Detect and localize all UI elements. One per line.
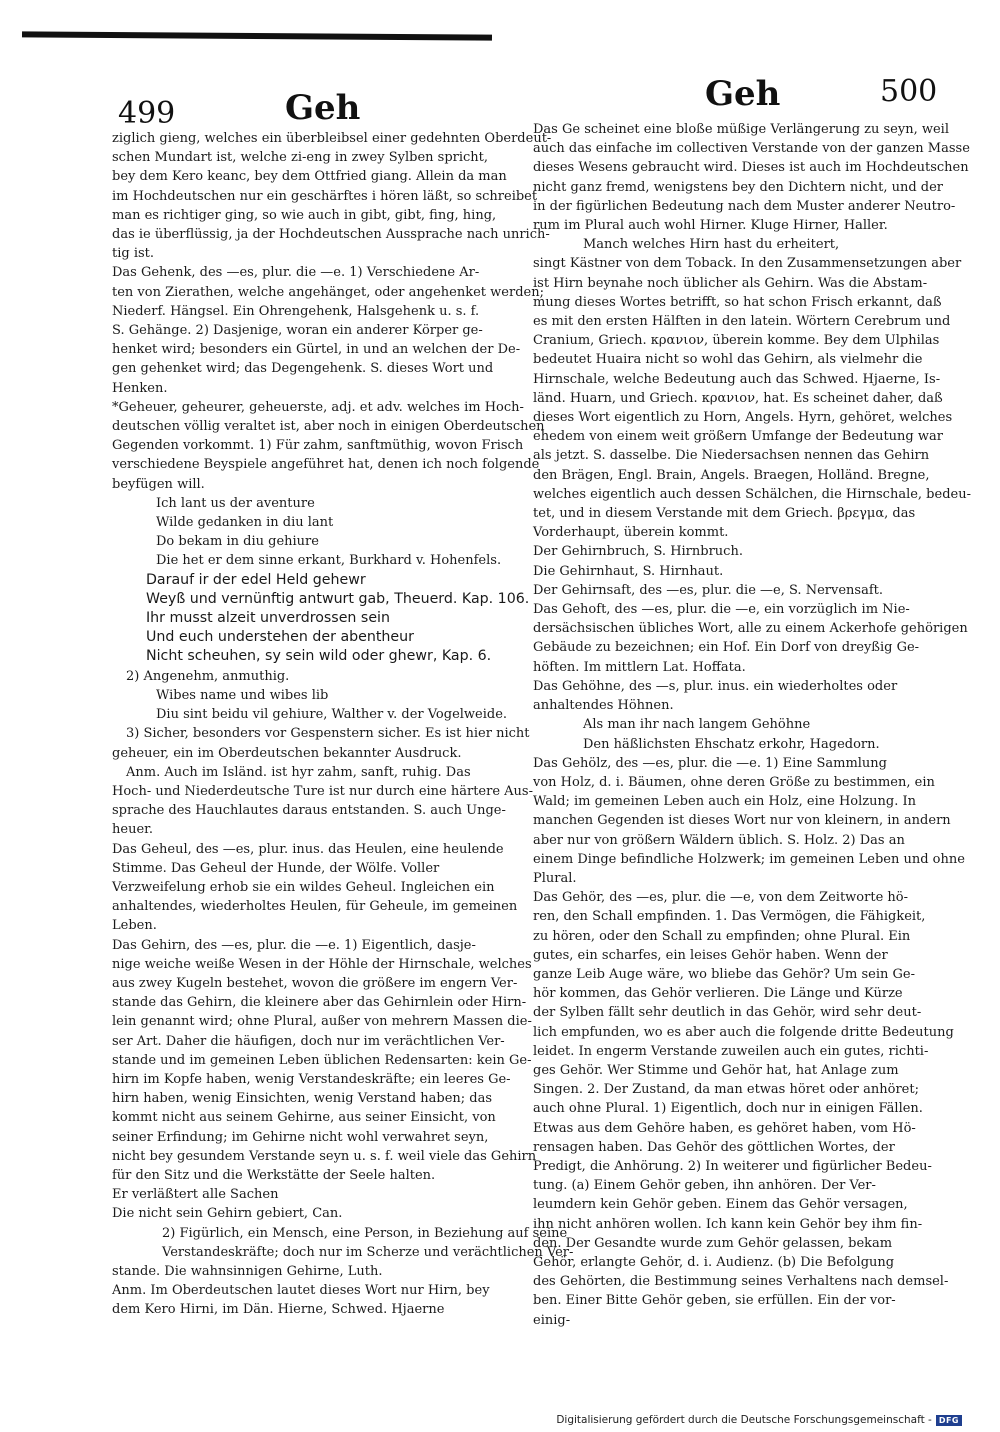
text-line: Vorderhaupt, überein kommt. — [533, 525, 729, 541]
text-line: Ihr musst alzeit unverdrossen sein — [146, 610, 390, 627]
text-line: der Sylben fällt sehr deutlich in das Gehör, wird sehr deut- — [533, 1005, 922, 1021]
text-line: länd. Huarn, und Griech. κρανιον, hat. Es scheinet daher, daß — [533, 390, 943, 406]
text-line: Das Gehoft, des —es, plur. die —e, ein vorzüglich im Nie- — [533, 602, 910, 618]
text-line: henket wird; besonders ein Gürtel, in und an welchen der De- — [112, 342, 521, 358]
text-line: ganze Leib Auge wäre, wo bliebe das Gehör? Um sein Ge- — [533, 966, 915, 982]
text-line: Anm. Auch im Isländ. ist hyr zahm, sanft, ruhig. Das — [126, 764, 471, 780]
text-line: nicht bey gesundem Verstande seyn u. s. f. weil viele das Gehirn — [112, 1148, 537, 1164]
text-line: Predigt, die Anhörung. 2) In weiterer und figürlicher Bedeu- — [533, 1158, 932, 1174]
text-line: ehedem von einem weit größern Umfange der Bedeutung war — [533, 429, 943, 445]
right-text-column — [533, 120, 971, 1330]
text-line: Das Geheul, des —es, plur. inus. das Heulen, eine heulende — [112, 841, 504, 857]
text-line: ten von Zierathen, welche angehänget, oder angehenket werden; — [112, 284, 544, 300]
text-line: auch das einfache im collectiven Verstande von der ganzen Masse — [533, 141, 970, 157]
scan-edge-bar — [22, 31, 492, 40]
text-line: Die nicht sein Gehirn gebiert, Can. — [112, 1206, 343, 1222]
text-line: ziglich gieng, welches ein überbleibsel einer gedehnten Oberdeut- — [112, 131, 552, 146]
text-line: Das Gehöhne, des —s, plur. inus. ein wiederholtes oder — [533, 678, 898, 694]
text-line: stande. Die wahnsinnigen Gehirne, Luth. — [112, 1263, 383, 1279]
text-line: Verstandeskräfte; doch nur im Scherze und verächtlichen Ver- — [162, 1244, 574, 1260]
text-line: dem Kero Hirni, im Dän. Hierne, Schwed. Hjaerne — [112, 1302, 445, 1318]
text-line: Gebäude zu bezeichnen; ein Hof. Ein Dorf von dreyßig Ge- — [533, 640, 920, 656]
text-line: gen gehenket wird; das Degengehenk. S. dieses Wort und — [112, 361, 494, 377]
text-line: einig- — [533, 1312, 571, 1328]
text-line: Henken. — [112, 380, 168, 396]
text-line: 2) Angenehm, anmuthig. — [126, 668, 290, 684]
text-line: Wibes name und wibes lib — [156, 687, 329, 703]
text-line: Hoch- und Niederdeutsche Ture ist nur durch eine härtere Aus- — [112, 783, 533, 799]
footer-credit — [556, 1414, 962, 1426]
text-line: lein genannt wird; ohne Plural, außer von mehrern Massen die- — [112, 1014, 532, 1030]
text-line: höften. Im mittlern Lat. Hoffata. — [533, 659, 746, 675]
text-line: man es richtiger ging, so wie auch in gibt, gibt, fing, hing, — [112, 207, 497, 223]
text-line: 2) Figürlich, ein Mensch, eine Person, in Beziehung auf seine — [162, 1225, 568, 1241]
text-line: seiner Erfindung; im Gehirne nicht wohl verwahret seyn, — [112, 1129, 489, 1145]
text-line: 3) Sicher, besonders vor Gespenstern sicher. Es ist hier nicht — [126, 726, 530, 742]
text-line: stande das Gehirn, die kleinere aber das Gehirnlein oder Hirn- — [112, 995, 527, 1011]
text-line: Das Ge scheinet eine bloße müßige Verlängerung zu seyn, weil — [533, 122, 949, 137]
right-running-head: Geh — [705, 74, 781, 114]
text-line: Der Gehirnbruch, S. Hirnbruch. — [533, 544, 743, 560]
text-line: rensagen haben. Das Gehör des göttlichen Wortes, der — [533, 1139, 895, 1155]
text-line: Er verläßtert alle Sachen — [112, 1187, 279, 1203]
text-line: hirn im Kopfe haben, wenig Verstandeskräfte; ein leeres Ge- — [112, 1071, 511, 1087]
text-line: von Holz, d. i. Bäumen, ohne deren Größe zu bestimmen, ein — [533, 774, 935, 790]
text-line: Das Gehenk, des —es, plur. die —e. 1) Verschiedene Ar- — [112, 265, 480, 281]
text-line: Gegenden vorkommt. 1) Für zahm, sanftmüthig, wovon Frisch — [112, 438, 524, 454]
text-line: Den häßlichsten Ehschatz erkohr, Hagedorn. — [583, 736, 880, 752]
text-line: Hirnschale, welche Bedeutung auch das Schwed. Hjaerne, Is- — [533, 371, 941, 387]
text-line: Plural. — [533, 870, 577, 886]
text-line: bey dem Kero keanc, bey dem Ottfried giang. Allein da man — [112, 169, 507, 185]
text-line: nige weiche weiße Wesen in der Höhle der Hirnschale, welches — [112, 956, 532, 972]
text-line: tung. (a) Einem Gehör geben, ihn anhören. Der Ver- — [533, 1178, 876, 1194]
text-line: den Brägen, Engl. Brain, Angels. Braegen, Holländ. Bregne, — [533, 467, 930, 483]
text-line: hirn haben, wenig Einsichten, wenig Verstand haben; das — [112, 1091, 493, 1107]
text-line: welches eigentlich auch dessen Schälchen, die Hirnschale, bedeu- — [533, 486, 971, 502]
text-line: im Hochdeutschen nur ein geschärftes i hören läßt, so schreibet — [112, 188, 538, 204]
footer-text: Digitalisierung gefördert durch die Deutsche Forschungsgemeinschaft - — [556, 1414, 932, 1426]
text-line: S. Gehänge. 2) Dasjenige, woran ein anderer Körper ge- — [112, 323, 483, 339]
text-line: das ie überflüssig, ja der Hochdeutschen Aussprache nach unrich- — [112, 227, 550, 243]
left-running-head: Geh — [285, 88, 361, 128]
text-line: Stimme. Das Geheul der Hunde, der Wölfe. Voller — [112, 860, 440, 876]
text-line: ihn nicht anhören wollen. Ich kann kein Gehör bey ihm fin- — [533, 1216, 923, 1232]
text-line: anhaltendes Höhnen. — [533, 698, 674, 714]
text-line: des Gehörten, die Bestimmung seines Verhaltens nach demsel- — [533, 1274, 949, 1290]
text-line: singt Kästner von dem Toback. In den Zusammensetzungen aber — [533, 256, 962, 272]
text-line: Do bekam in diu gehiure — [156, 534, 319, 550]
text-line: Diu sint beidu vil gehiure, Walther v. der Vogelweide. — [156, 707, 508, 723]
text-line: manchen Gegenden ist dieses Wort nur von kleinern, in andern — [533, 813, 951, 829]
text-line: sprache des Hauchlautes daraus entstanden. S. auch Unge- — [112, 803, 506, 819]
text-line: beyfügen will. — [112, 476, 205, 492]
text-line: ges Gehör. Wer Stimme und Gehör hat, hat Anlage zum — [533, 1062, 899, 1078]
text-line: *Geheuer, geheurer, geheuerste, adj. et adv. welches im Hoch- — [112, 399, 524, 415]
text-line: dieses Wort eigentlich zu Horn, Angels. Hyrn, gehöret, welches — [533, 410, 953, 426]
text-line: es mit den ersten Hälften in den latein. Wörtern Cerebrum und — [533, 314, 951, 330]
text-line: Die Gehirnhaut, S. Hirnhaut. — [533, 563, 724, 579]
text-line: Manch welches Hirn hast du erheitert, — [583, 237, 840, 253]
text-line: Wald; im gemeinen Leben auch ein Holz, eine Holzung. In — [533, 794, 916, 810]
text-line: verschiedene Beyspiele angeführet hat, denen ich noch folgende — [112, 457, 540, 473]
text-line: ren, den Schall empfinden. 1. Das Vermögen, die Fähigkeit, — [533, 909, 926, 925]
text-line: heuer. — [112, 822, 154, 838]
text-line: tig ist. — [112, 246, 155, 262]
dfg-logo: DFG — [936, 1415, 962, 1426]
text-line: hör kommen, das Gehör verlieren. Die Länge und Kürze — [533, 986, 903, 1002]
right-page-number: 500 — [880, 74, 938, 109]
text-line: aber nur von größern Wäldern üblich. S. Holz. 2) Das an — [533, 832, 905, 848]
text-line: lich empfunden, wo es aber auch die folgende dritte Bedeutung — [533, 1024, 954, 1040]
text-line: gutes, ein scharfes, ein leises Gehör haben. Wenn der — [533, 947, 888, 963]
text-line: auch ohne Plural. 1) Eigentlich, doch nur in einigen Fällen. — [533, 1101, 923, 1117]
text-line: Der Gehirnsaft, des —es, plur. die —e, S. Nervensaft. — [533, 582, 883, 598]
text-line: für den Sitz und die Werkstätte der Seele halten. — [112, 1167, 436, 1183]
text-line: in der figürlichen Bedeutung nach dem Muster anderer Neutro- — [533, 198, 956, 214]
text-line: Singen. 2. Der Zustand, da man etwas höret oder anhöret; — [533, 1082, 919, 1098]
text-line: geheuer, ein im Oberdeutschen bekannter Ausdruck. — [112, 745, 462, 761]
text-line: anhaltendes, wiederholtes Heulen, für Geheule, im gemeinen — [112, 899, 518, 915]
text-line: deutschen völlig veraltet ist, aber noch in einigen Oberdeutschen — [112, 419, 545, 435]
text-line: dieses Wesens gebraucht wird. Dieses ist auch im Hochdeutschen — [533, 160, 969, 176]
text-line: Das Gehirn, des —es, plur. die —e. 1) Eigentlich, dasje- — [112, 937, 476, 953]
text-line: einem Dinge befindliche Holzwerk; im gemeinen Leben und ohne — [533, 851, 965, 867]
text-line: Nicht scheuhen, sy sein wild oder ghewr, Kap. 6. — [146, 648, 492, 665]
text-line: dersächsischen übliches Wort, alle zu einem Ackerhofe gehörigen — [533, 621, 968, 637]
text-line: zu hören, oder den Schall zu empfinden; ohne Plural. Ein — [533, 928, 911, 944]
text-line: Niederf. Hängsel. Ein Ohrengehenk, Halsgehenk u. s. f. — [112, 303, 480, 319]
text-line: Wilde gedanken in diu lant — [156, 515, 334, 531]
left-text-column — [112, 129, 574, 1320]
text-line: ist Hirn beynahe noch üblicher als Gehirn. Was die Abstam- — [533, 275, 928, 291]
text-line: Etwas aus dem Gehöre haben, es gehöret haben, vom Hö- — [533, 1120, 916, 1136]
text-line: Das Gehör, des —es, plur. die —e, von dem Zeitworte hö- — [533, 890, 908, 906]
text-line: leumdern kein Gehör geben. Einem das Gehör versagen, — [533, 1197, 908, 1213]
text-line: Leben. — [112, 918, 157, 934]
text-line: Ich lant us der aventure — [156, 495, 315, 511]
text-line: stande und im gemeinen Leben üblichen Redensarten: kein Ge- — [112, 1052, 532, 1068]
text-line: tet, und in diesem Verstande mit dem Griech. βρεγμα, das — [533, 506, 916, 522]
text-line: Cranium, Griech. κρανιον, überein komme. Bey dem Ulphilas — [533, 333, 940, 349]
text-line: Die het er dem sinne erkant, Burkhard v. Hohenfels. — [156, 553, 502, 569]
text-line: ben. Einer Bitte Gehör geben, sie erfüllen. Ein der vor- — [533, 1293, 896, 1309]
text-line: schen Mundart ist, welche zi-eng in zwey Sylben spricht, — [112, 150, 489, 166]
text-line: rum im Plural auch wohl Hirner. Kluge Hirner, Haller. — [533, 218, 888, 234]
text-line: Darauf ir der edel Held gehewr — [146, 571, 366, 588]
text-line: kommt nicht aus seinem Gehirne, aus seiner Einsicht, von — [112, 1110, 496, 1126]
text-line: Und euch understehen der abentheur — [146, 629, 414, 646]
text-line: ser Art. Daher die häufigen, doch nur im verächtlichen Ver- — [112, 1033, 505, 1049]
text-line: mung dieses Wortes betrifft, so hat schon Frisch erkannt, daß — [533, 294, 942, 310]
text-line: Gehör, erlangte Gehör, d. i. Audienz. (b) Die Befolgung — [533, 1254, 895, 1270]
text-line: Das Gehölz, des —es, plur. die —e. 1) Eine Sammlung — [533, 755, 887, 771]
text-line: Als man ihr nach langem Gehöhne — [583, 717, 811, 733]
text-line: bedeutet Huaira nicht so wohl das Gehirn, als vielmehr die — [533, 352, 923, 368]
text-line: nicht ganz fremd, wenigstens bey den Dichtern nicht, und der — [533, 179, 944, 195]
text-line: aus zwey Kugeln bestehet, wovon die größere im engern Ver- — [112, 975, 518, 991]
text-line: Anm. Im Oberdeutschen lautet dieses Wort nur Hirn, bey — [112, 1283, 490, 1299]
text-line: Weyß und vernünftig antwurt gab, Theuerd. Kap. 106. — [146, 590, 530, 607]
left-page-number: 499 — [118, 96, 176, 131]
text-line: als jetzt. S. dasselbe. Die Niedersachsen nennen das Gehirn — [533, 448, 930, 464]
text-line: leidet. In engerm Verstande zuweilen auch ein gutes, richti- — [533, 1043, 929, 1059]
text-line: den. Der Gesandte wurde zum Gehör gelassen, bekam — [533, 1235, 893, 1251]
text-line: Verzweifelung erhob sie ein wildes Geheul. Ingleichen ein — [112, 879, 495, 895]
